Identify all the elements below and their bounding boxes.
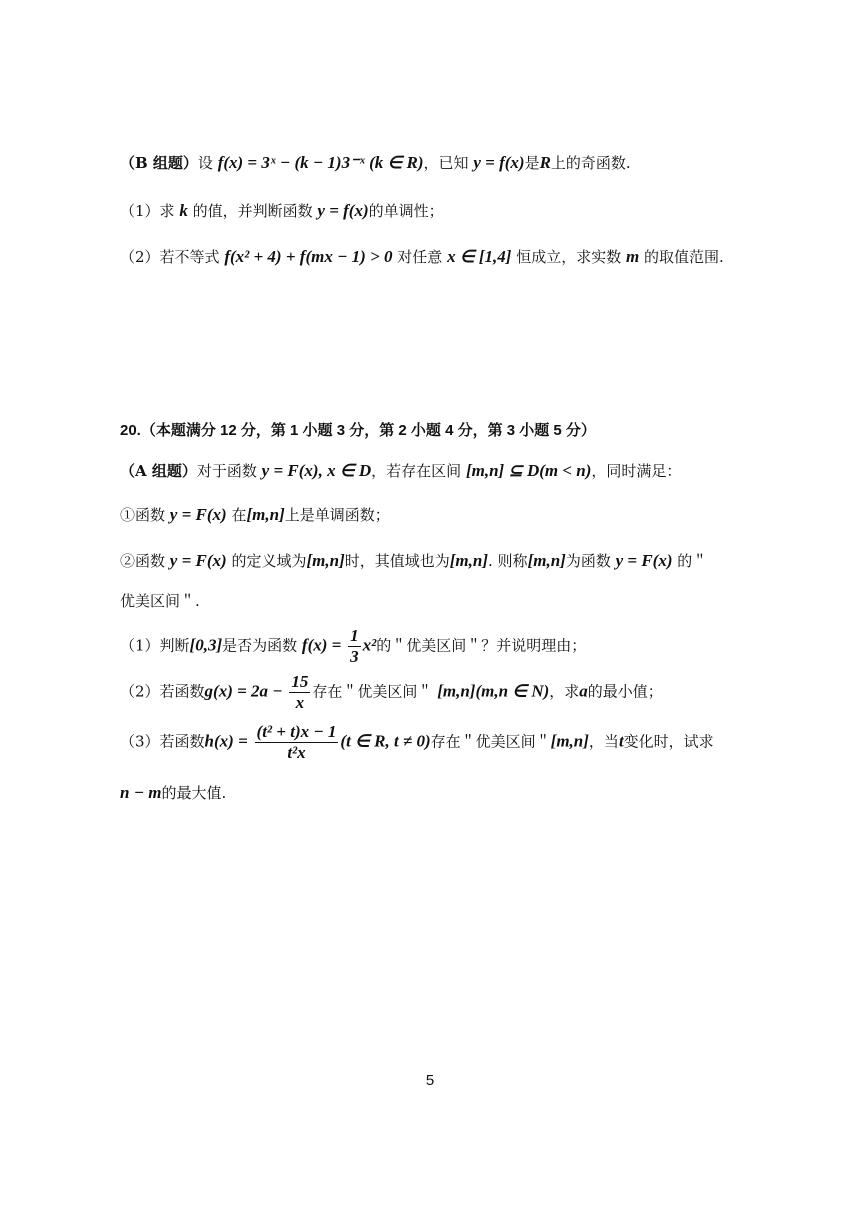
- group-label: （B 组题）: [120, 154, 198, 172]
- page-number: 5: [425, 1072, 435, 1089]
- q20-cond2: ②函数 y = F(x) 的定义域为[m,n]时，其值域也为[m,n]. 则称[m,n]为函数 y = F(x) 的＂: [120, 551, 708, 570]
- fraction: $\frac{15}{x}$: [291, 672, 309, 712]
- function-y: y = f(x): [317, 201, 369, 220]
- q19b-stem: （B 组题）设 f(x) = 3ˣ − (k − 1)3⁻ˣ (k ∈ R)，已知 y = f(x)是R上的奇函数.: [120, 153, 631, 172]
- formula-f: f(x) = 3ˣ − (k − 1)3⁻ˣ (k ∈ R): [217, 153, 424, 172]
- q20-cond1: ①函数 y = F(x) 在[m,n]上是单调函数；: [120, 505, 390, 524]
- interval-mn: [m,n] ⊆ D(m < n): [465, 461, 592, 480]
- q20-part1: （1）判断[0,3]是否为函数 f(x) = $\frac{1}{3}$ x²的＂优美区间＂？并说明理由；: [120, 626, 587, 666]
- odd-function: y = f(x): [473, 153, 525, 172]
- fraction: $\frac{\text{(t² + t)x − 1}}{\text{t²x}}$: [256, 722, 337, 762]
- q19b-part2: （2）若不等式 f(x² + 4) + f(mx − 1) > 0 对任意 x ∈ [1,4] 恒成立，求实数 m 的取值范围.: [120, 247, 724, 266]
- function-F: y = F(x), x ∈ D: [261, 461, 372, 480]
- q20-stem: （A 组题）对于函数 y = F(x), x ∈ D，若存在区间 [m,n] ⊆ D(m < n)，同时满足：: [120, 461, 682, 480]
- domain-range: x ∈ [1,4]: [447, 247, 512, 266]
- q20-part2: （2）若函数g(x) = 2a − $\frac{15}{x}$ 存在＂优美区间＂ [m,n](m,n ∈ N)，求a的最小值；: [120, 672, 663, 712]
- q20-part3-cont: n − m的最大值.: [120, 783, 227, 802]
- fraction: $\frac{1}{3}$: [350, 626, 359, 666]
- q20-header: 20.（本题满分 12 分，第 1 小题 3 分，第 2 小题 4 分，第 3 小题 5 分）: [120, 422, 596, 439]
- inequality: f(x² + 4) + f(mx − 1) > 0: [224, 247, 393, 266]
- group-label: （A 组题）: [120, 462, 197, 480]
- q20-part3: （3）若函数h(x) = $\frac{\text{(t² + t)x − 1}}{\text{t²x}}$ (t ∈ R, t ≠ 0)存在＂优美区间＂[m,n]，当t变化时，试求: [120, 722, 714, 762]
- q19b-part1: （1）求 k 的值，并判断函数 y = f(x)的单调性；: [120, 201, 444, 220]
- q20-cond2-cont: 优美区间＂.: [120, 592, 200, 610]
